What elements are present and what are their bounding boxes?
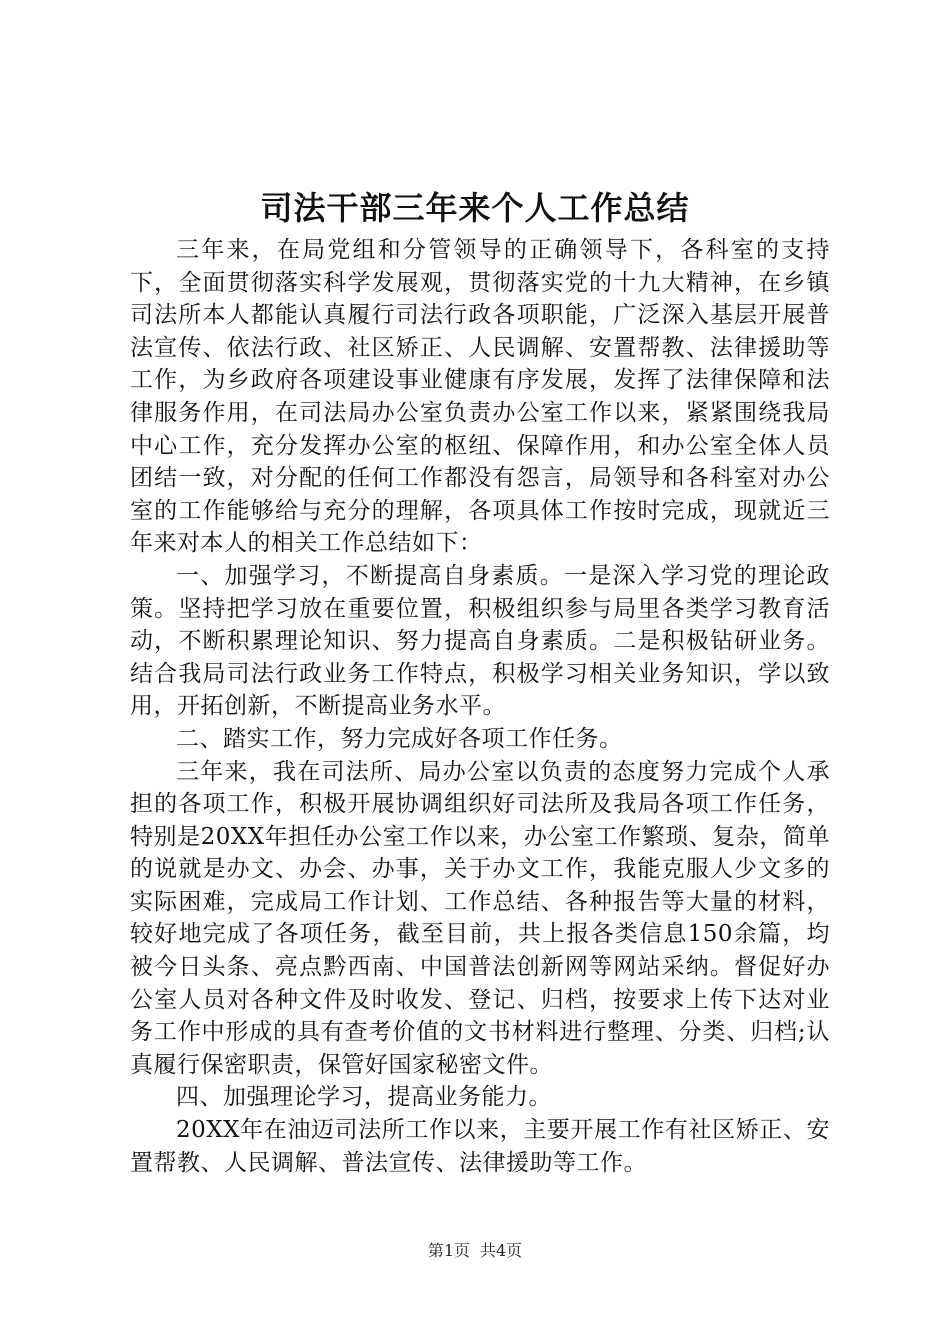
paragraph-section-1: 一、加强学习，不断提高自身素质。一是深入学习党的理论政策。坚持把学习放在重要位置，积极组织参与局里各类学习教育活动，不断积累理论知识、努力提高自身素质。二是积极钻研业务。结合我局司法行政业务工作特点，积极学习相关业务知识，学以致用，开拓创新，不断提高业务水平。: [130, 562, 830, 720]
page-total: 共4页: [480, 1241, 523, 1260]
paragraph-section-2-body: 三年来，我在司法所、局办公室以负责的态度努力完成个人承担的各项工作，积极开展协调组织好司法所及我局各项工作任务，特别是20XX年担任办公室工作以来，办公室工作繁琐、复杂，简单的说就是办文、办会、办事，关于办文工作，我能克服人少文多的实际困难，完成局工作计划、工作总结、各种报告等大量的材料，较好地完成了各项任务，截至目前，共上报各类信息150余篇，均被今日头条、亮点黔西南、中国普法创新网等网站采纳。督促好办公室人员对各种文件及时收发、登记、归档，按要求上传下达对业务工作中形成的具有查考价值的文书材料进行整理、分类、归档;认真履行保密职责，保管好国家秘密文件。: [130, 758, 830, 1078]
paragraph-section-4-heading: 四、加强理论学习，提高业务能力。: [176, 1084, 552, 1111]
document-title: 司法干部三年来个人工作总结: [260, 189, 690, 227]
paragraph-section-4-body: 20XX年在油迈司法所工作以来，主要开展工作有社区矫正、安置帮教、人民调解、普法宣传、法律援助等工作。: [130, 1117, 830, 1176]
document-body: [130, 234, 830, 1179]
page-footer: [0, 1240, 950, 1262]
page-number: 第1页: [427, 1241, 470, 1260]
paragraph-intro: 三年来，在局党组和分管领导的正确领导下，各科室的支持下，全面贯彻落实科学发展观，贯彻落实党的十九大精神，在乡镇司法所本人都能认真履行司法行政各项职能，广泛深入基层开展普法宣传、依法行政、社区矫正、人民调解、安置帮教、法律援助等工作，为乡政府各项建设事业健康有序发展，发挥了法律保障和法律服务作用，在司法局办公室负责办公室工作以来，紧紧围绕我局中心工作，充分发挥办公室的枢纽、保障作用，和办公室全体人员团结一致，对分配的任何工作都没有怨言，局领导和各科室对办公室的工作能够给与充分的理解，各项具体工作按时完成，现就近三年来对本人的相关工作总结如下：: [130, 237, 830, 557]
paragraph-section-2-heading: 二、踏实工作，努力完成好各项工作任务。: [176, 725, 623, 752]
